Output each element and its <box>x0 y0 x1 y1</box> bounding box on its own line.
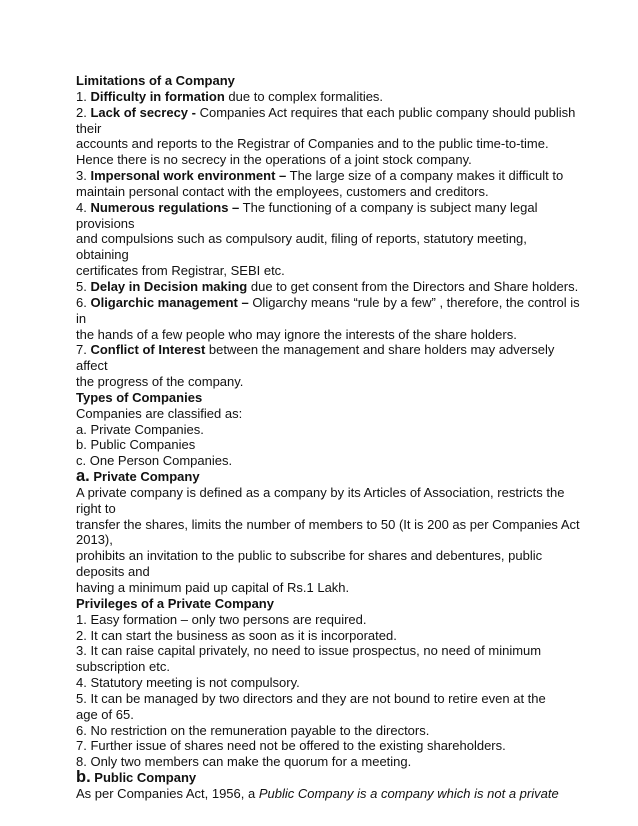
limitations-heading: Limitations of a Company <box>76 73 235 88</box>
type-item-a: a. Private Companies. <box>76 421 204 437</box>
limitation-item-2: 2. Lack of secrecy - Companies Act requires that each public company should publish <box>76 104 576 120</box>
privileges-heading: Privileges of a Private Company <box>76 595 274 611</box>
text-line: obtaining <box>76 247 129 263</box>
text-line: accounts and reports to the Registrar of Companies and to the public time-to-time. <box>76 136 549 152</box>
text-line: having a minimum paid up capital of Rs.1 Lakh. <box>76 580 350 595</box>
text-line: prohibits an invitation to the public to subscribe for shares and debentures, public <box>76 548 543 564</box>
text-line: right to <box>76 500 116 516</box>
text-line: in <box>76 310 87 326</box>
limitation-item-3: 3. Impersonal work environment – The large size of a company makes it difficult to <box>76 168 564 184</box>
privilege-item-2: 2. It can start the business as soon as it is incorporated. <box>76 627 397 643</box>
text-line: the progress of the company. <box>76 374 244 390</box>
privilege-item-7: 7. Further issue of shares need not be offered to the existing shareholders. <box>76 738 506 754</box>
text-line: their <box>76 120 102 136</box>
text-line: and compulsions such as compulsory audit, filing of reports, statutory meeting, <box>76 231 527 247</box>
privilege-item-3: 3. It can raise capital privately, no need to issue prospectus, no need of minimum <box>76 643 542 659</box>
public-company-heading: b. Public Company <box>76 768 197 787</box>
limitation-item-6: 6. Oligarchic management – Oligarchy means “rule by a few” , therefore, the control is <box>76 294 580 310</box>
text-line: Hence there is no secrecy in the operations of a joint stock company. <box>76 152 472 168</box>
type-item-c: c. One Person Companies. <box>76 453 233 469</box>
private-company-heading: a. Private Company <box>76 467 200 486</box>
text-line: transfer the shares, limits the number of members to 50 (It is 200 as per Companies Act <box>76 516 580 532</box>
privilege-item-1: 1. Easy formation – only two persons are required. <box>76 611 367 627</box>
text-line: deposits and <box>76 564 150 580</box>
public-company-text: As per Companies Act, 1956, a Public Company is a company which is not a private <box>76 785 559 801</box>
text-line: affect <box>76 358 108 374</box>
text-line: A private company is defined as a company by its Articles of Association, restricts the <box>76 484 565 500</box>
privilege-item-4: 4. Statutory meeting is not compulsory. <box>76 675 300 691</box>
text-line: age of 65. <box>76 706 134 722</box>
privilege-item-5: 5. It can be managed by two directors and they are not bound to retire even at the <box>76 690 546 706</box>
limitation-item-5: 5. Delay in Decision making due to get consent from the Directors and Share holders. <box>76 278 579 294</box>
types-heading: Types of Companies <box>76 389 203 405</box>
type-item-b: b. Public Companies <box>76 437 196 453</box>
limitation-item-7: 7. Conflict of Interest between the management and share holders may adversely <box>76 342 555 358</box>
types-intro: Companies are classified as: <box>76 405 243 421</box>
document-body <box>76 73 580 802</box>
text-line: 2013), <box>76 532 113 548</box>
privilege-item-6: 6. No restriction on the remuneration payable to the directors. <box>76 722 430 738</box>
limitation-item-1: 1. Difficulty in formation due to complex formalities. <box>76 88 384 104</box>
limitation-item-4: 4. Numerous regulations – The functioning of a company is subject many legal <box>76 199 538 215</box>
text-line: certificates from Registrar, SEBI etc. <box>76 263 285 279</box>
text-line: the hands of a few people who may ignore the interests of the share holders. <box>76 326 517 342</box>
text-line: provisions <box>76 215 135 231</box>
text-line: subscription etc. <box>76 659 170 675</box>
text-line: maintain personal contact with the employees, customers and creditors. <box>76 183 489 199</box>
privilege-item-8: 8. Only two members can make the quorum for a meeting. <box>76 754 412 770</box>
